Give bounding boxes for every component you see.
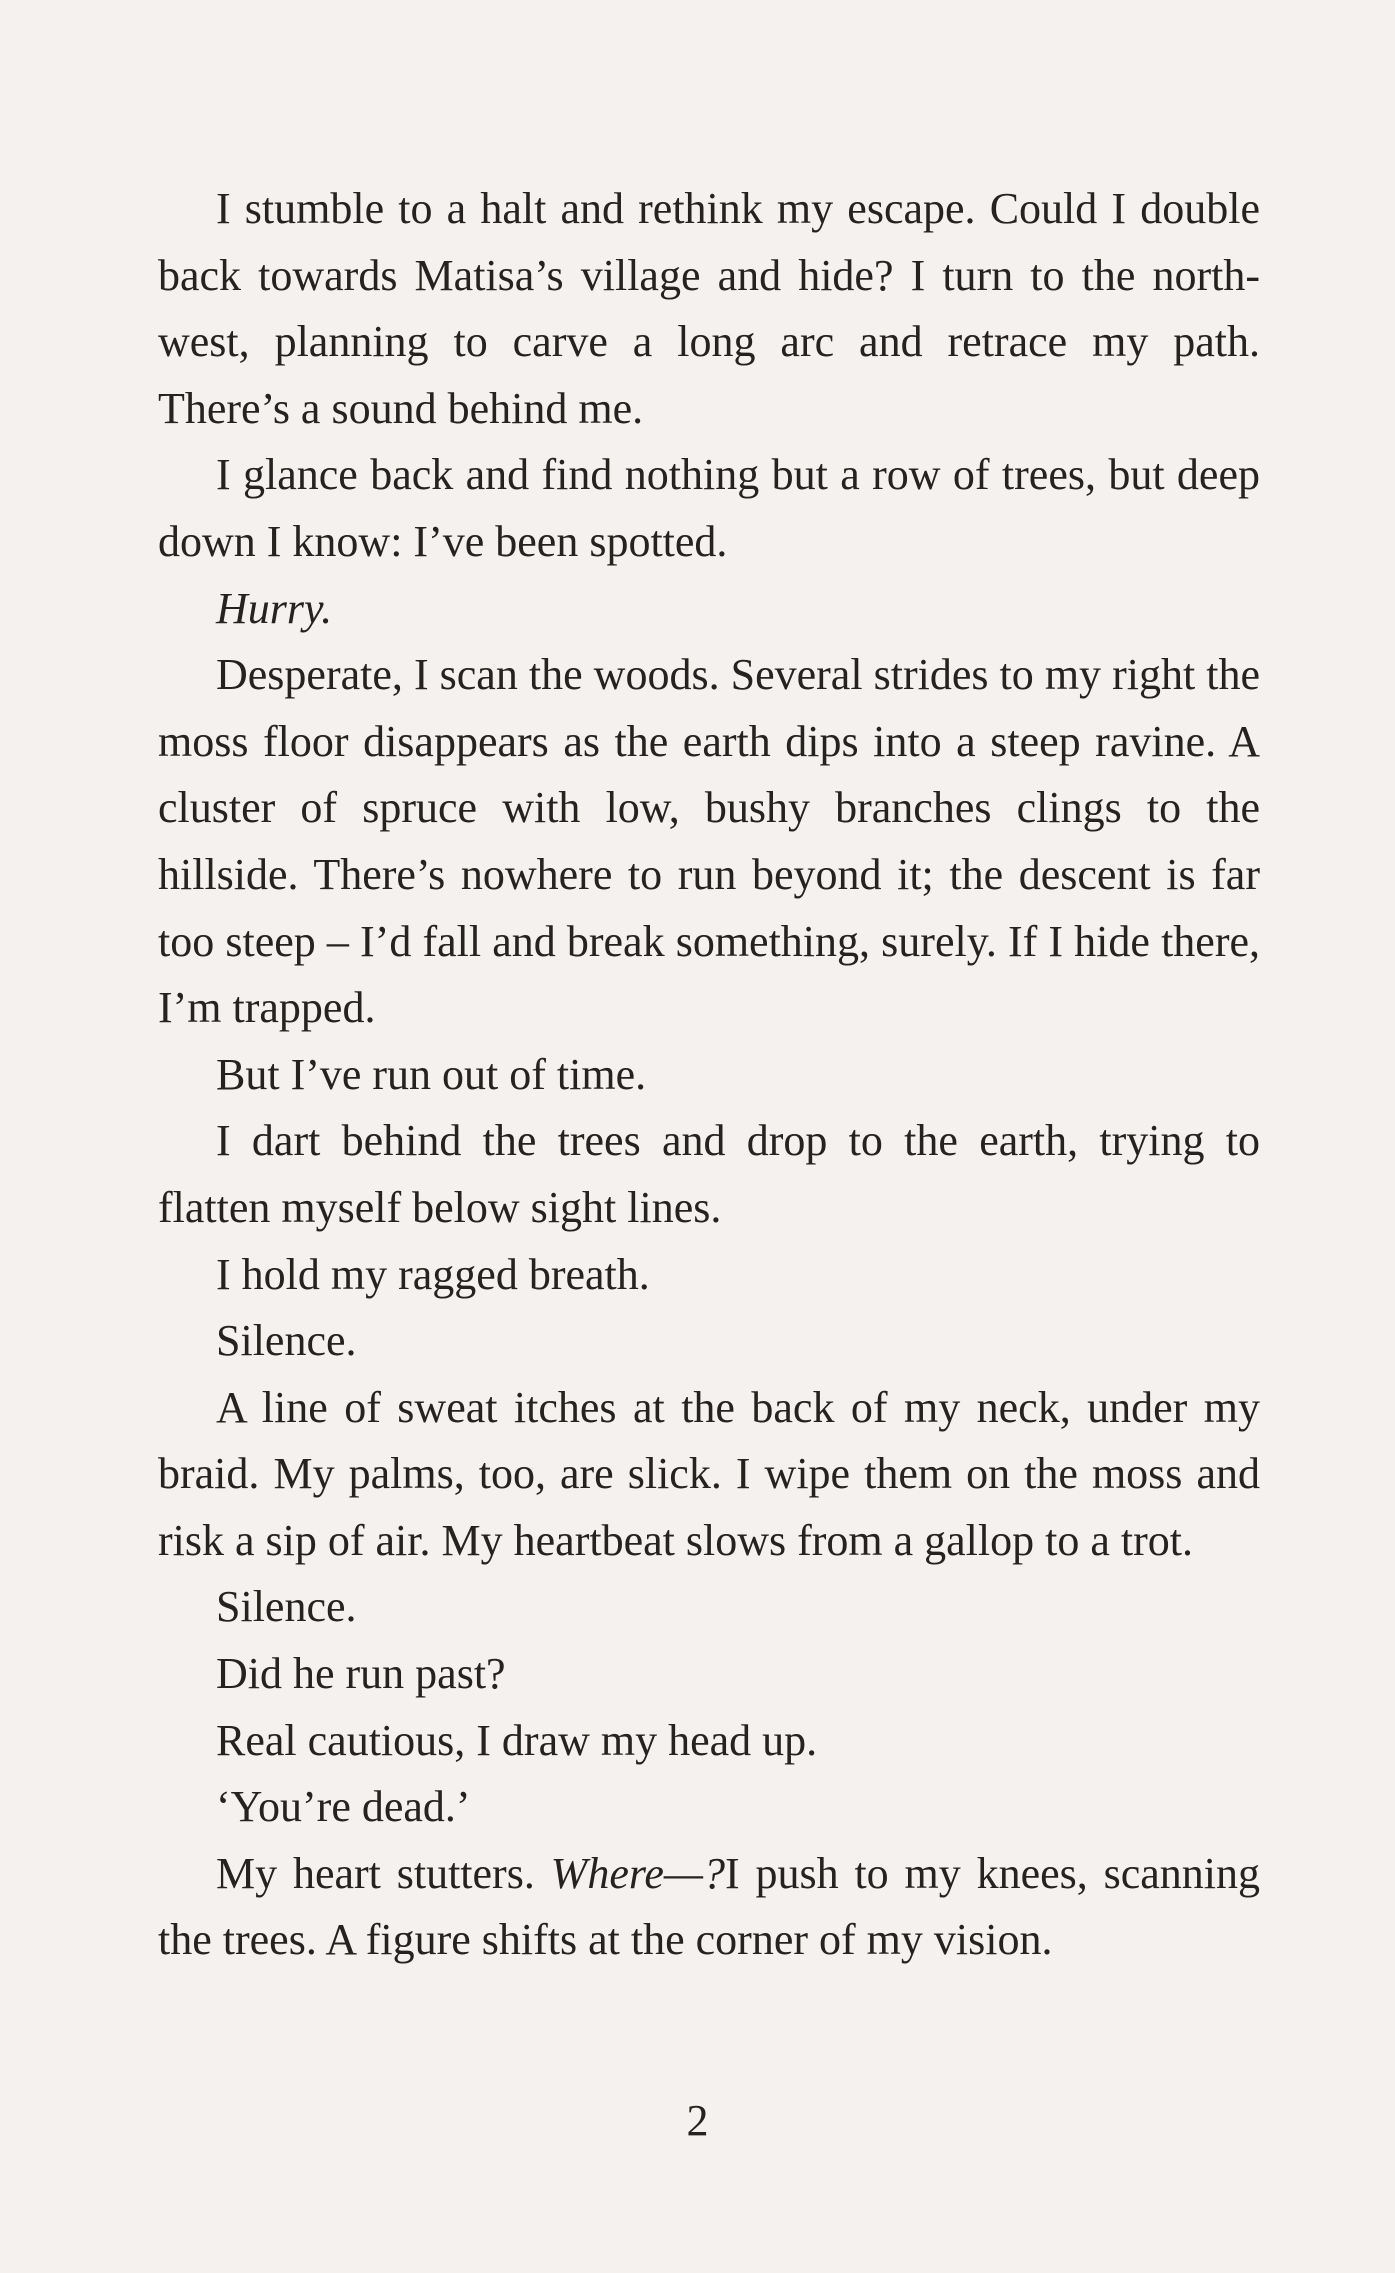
- paragraph: Silence.: [216, 1316, 357, 1366]
- paragraph-final: [158, 1841, 1260, 1974]
- paragraph: ‘You’re dead.’: [216, 1782, 471, 1832]
- paragraph: I hold my ragged breath.: [216, 1249, 650, 1299]
- paragraph: I stumble to a halt and rethink my escape. Could I double back towards Matisa’s village and hide? I turn to the north-west, planning to carve a long arc and retrace my path. There’s a sound behind me.: [158, 184, 1260, 433]
- paragraph: Silence.: [216, 1582, 357, 1632]
- italic-text: Hurry.: [216, 583, 333, 633]
- page-number: 2: [686, 2096, 709, 2145]
- italic-text: Where—?: [550, 1848, 725, 1898]
- paragraph: Did he run past?: [216, 1649, 506, 1699]
- text-run: My heart stutters.: [216, 1848, 551, 1898]
- text-run: I push to my knees, scanning the trees. A figure shifts at the corner of my vision.: [158, 1848, 1260, 1965]
- body-text: [158, 176, 1260, 1974]
- paragraph: But I’ve run out of time.: [216, 1049, 647, 1099]
- paragraph: I glance back and find nothing but a row of trees, but deep down I know: I’ve been spotted.: [158, 450, 1260, 566]
- paragraph-italic: [158, 576, 1260, 643]
- paragraph: A line of sweat itches at the back of my neck, under my braid. My palms, too, are slick. I wipe them on the moss and risk a sip of air. My heartbeat slows from a gallop to a trot.: [158, 1382, 1260, 1565]
- paragraph: I dart behind the trees and drop to the earth, trying to flatten myself below sight lines.: [158, 1116, 1260, 1232]
- paragraph: Real cautious, I draw my head up.: [216, 1715, 818, 1765]
- paragraph: Desperate, I scan the woods. Several strides to my right the moss floor disappears as the earth dips into a steep ravine. A cluster of spruce with low, bushy branches clings to the hillside. There’s nowhere to run beyond it; the descent is far too steep – I’d fall and break something, surely. If I hide there, I’m trapped.: [158, 650, 1260, 1033]
